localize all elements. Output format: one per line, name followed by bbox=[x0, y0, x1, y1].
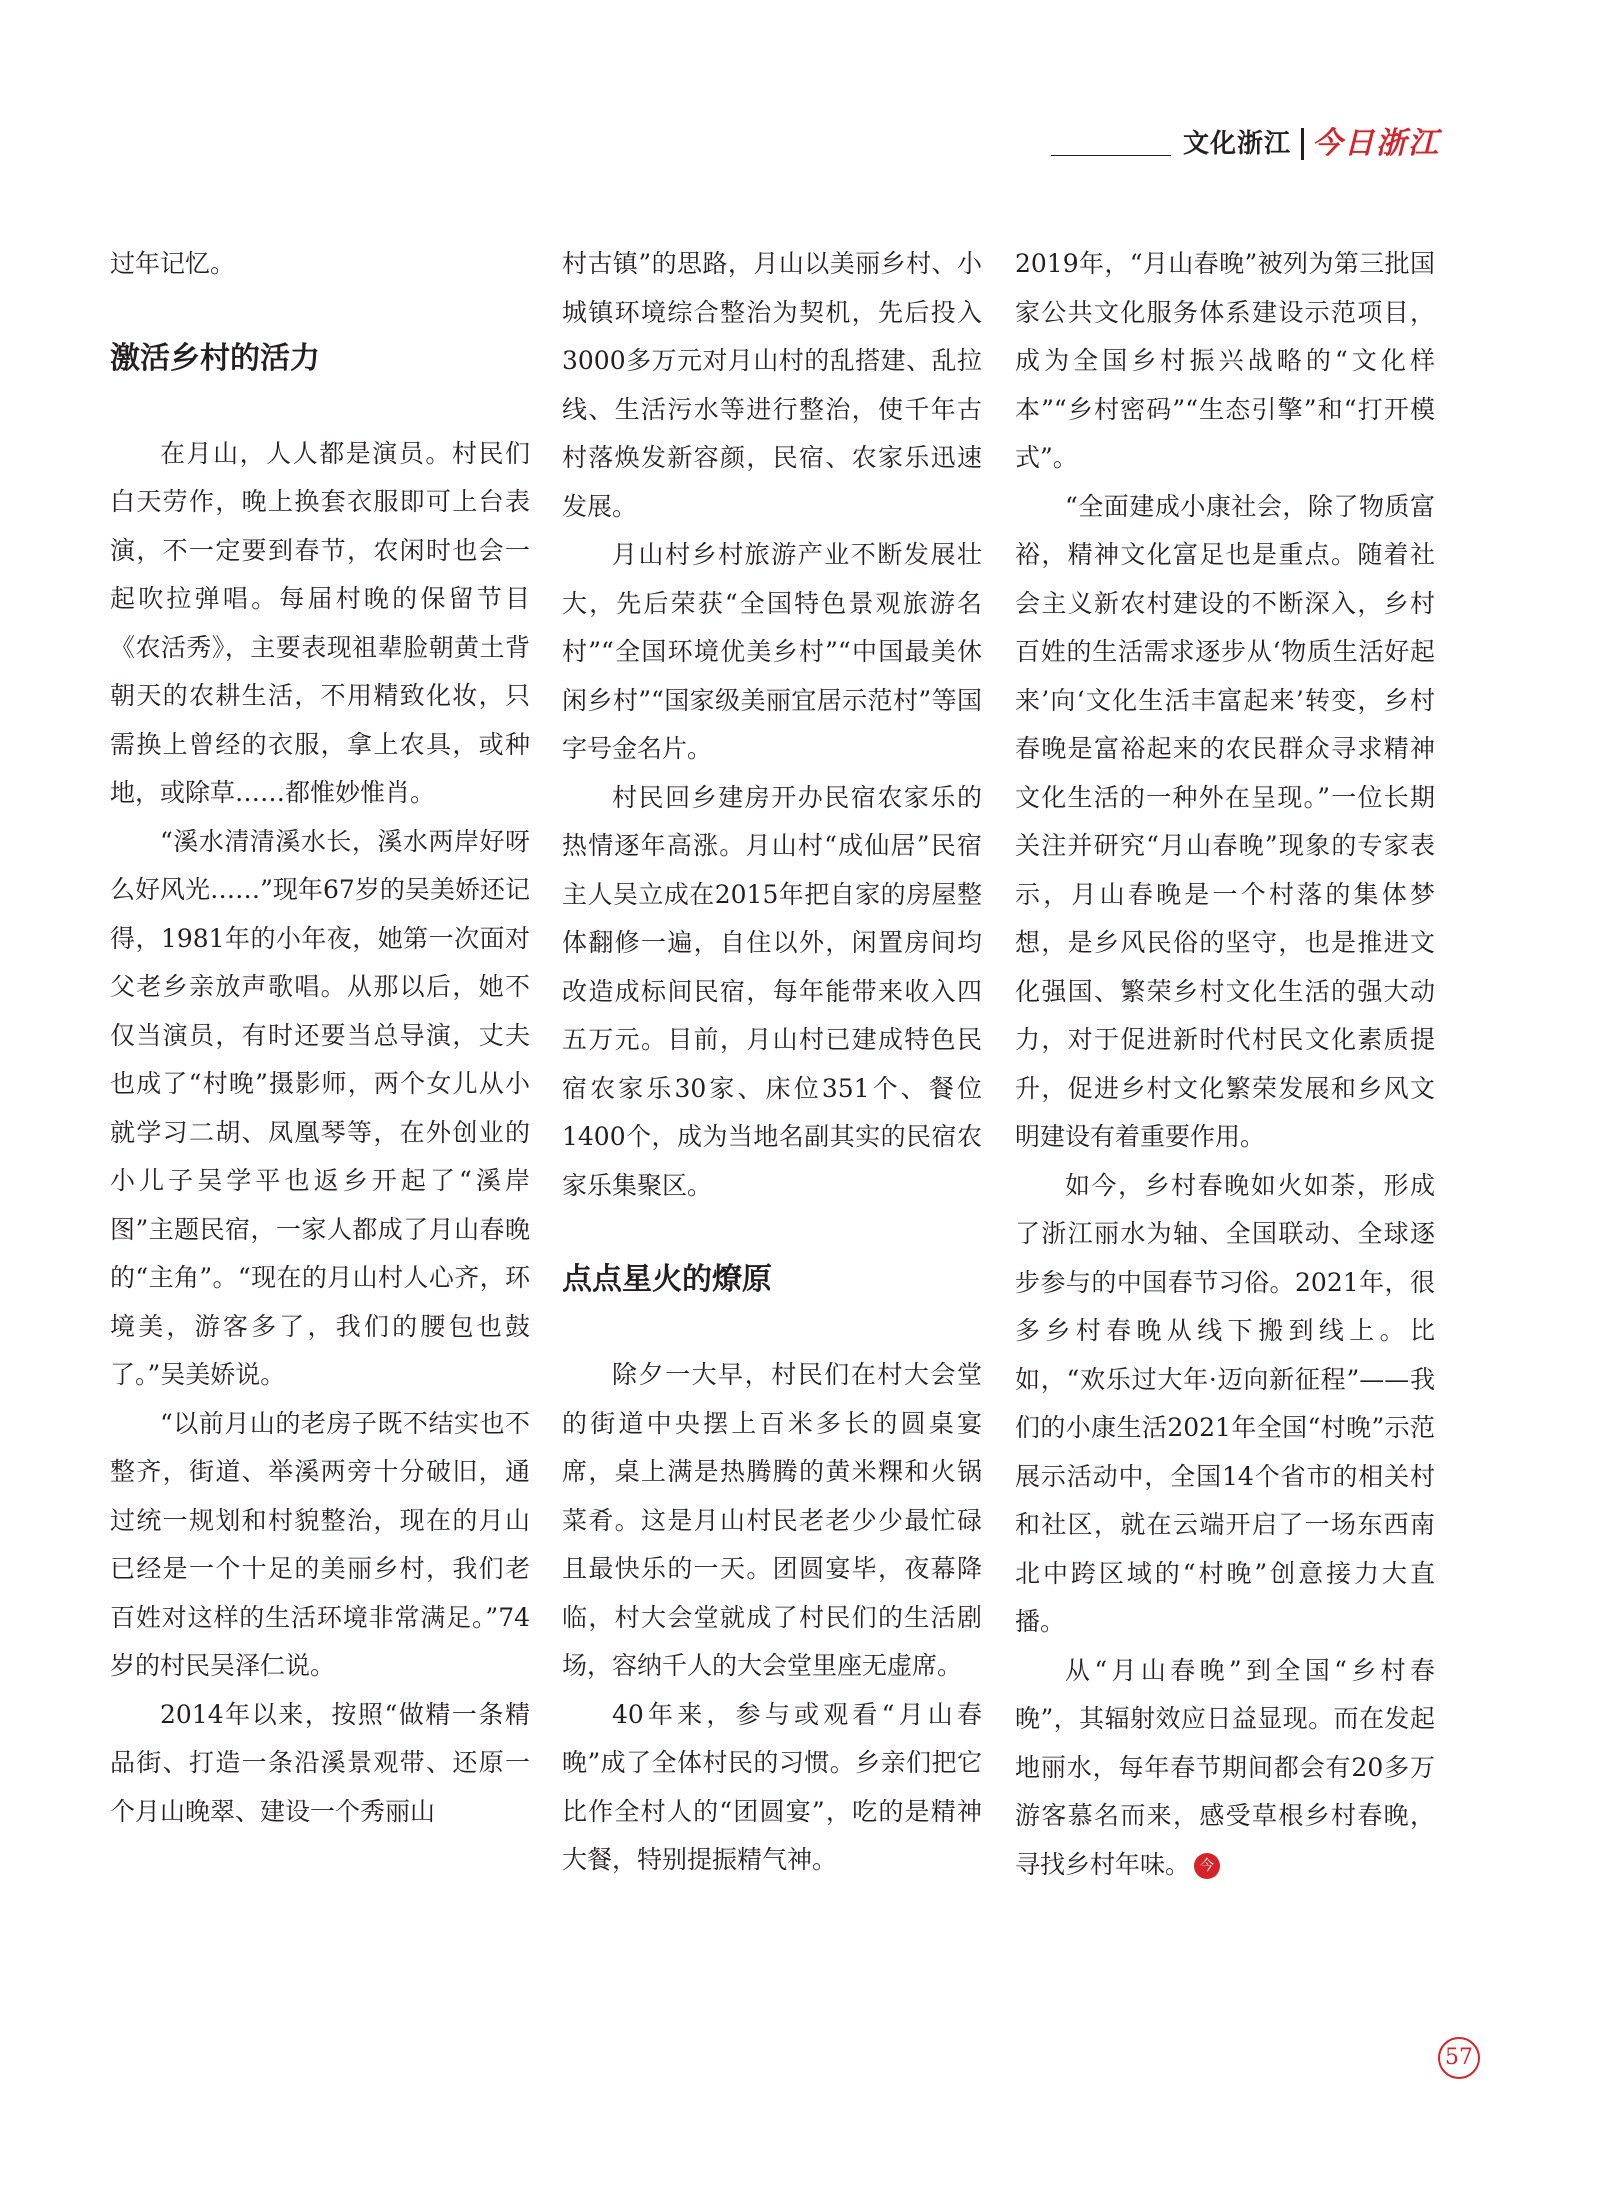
article-column-3 bbox=[1015, 240, 1435, 1889]
paragraph: 40年来，参与或观看“月山春晚”成了全体村民的习惯。乡亲们把它比作全村人的“团圆宴”，吃的是精神大餐，特别提振精气神。 bbox=[562, 1699, 982, 1874]
paragraph: 村古镇”的思路，月山以美丽乡村、小城镇环境综合整治为契机，先后投入3000多万元对月山村的乱搭建、乱拉线、生活污水等进行整治，使千年古村落焕发新容颜，民宿、农家乐迅速发展。 bbox=[562, 249, 982, 521]
article-column-2 bbox=[562, 240, 982, 1885]
page-number: 57 bbox=[1438, 2037, 1480, 2079]
article-column-1 bbox=[110, 240, 530, 1836]
paragraph: 除夕一大早，村民们在村大会堂的街道中央摆上百米多长的圆桌宴席，桌上满是热腾腾的黄米粿和火锅菜肴。这是月山村民老老少少最忙碌且最快乐的一天。团圆宴毕，夜幕降临，村大会堂就成了村民们的生活剧场，容纳千人的大会堂里座无虚席。 bbox=[562, 1360, 982, 1680]
paragraph: “溪水清清溪水长，溪水两岸好呀么好风光……”现年67岁的吴美娇还记得，1981年的小年夜，她第一次面对父老乡亲放声歌唱。从那以后，她不仅当演员，有时还要当总导演，丈夫也成了“村晚”摄影师，两个女儿从小就学习二胡、凤凰琴等，在外创业的小儿子吴学平也返乡开起了“溪岸图”主题民宿，一家人都成了月山春晚的“主角”。“现在的月山村人心齐，环境美，游客多了，我们的腰包也鼓了。”吴美娇说。 bbox=[110, 826, 530, 1389]
paragraph: 2014年以来，按照“做精一条精品街、打造一条沿溪景观带、还原一个月山晚翠、建设一个秀丽山 bbox=[110, 1699, 530, 1826]
header-divider bbox=[1301, 128, 1304, 160]
paragraph: 村民回乡建房开办民宿农家乐的热情逐年高涨。月山村“成仙居”民宿主人吴立成在2015年把自家的房屋整体翻修一遍，自住以外，闲置房间均改造成标间民宿，每年能带来收入四五万元。目前，月山村已建成特色民宿农家乐30家、床位351个、餐位1400个，成为当地名副其实的民宿农家乐集聚区。 bbox=[562, 782, 982, 1200]
paragraph: 如今，乡村春晚如火如荼，形成了浙江丽水为轴、全国联动、全球逐步参与的中国春节习俗。2021年，很多乡村春晚从线下搬到线上。比如，“欢乐过大年·迈向新征程”——我们的小康生活2021年全国“村晚”示范展示活动中，全国14个省市的相关村和社区，就在云端开启了一场东西南北中跨区域的“村晚”创意接力大直播。 bbox=[1015, 1170, 1435, 1636]
paragraph-text: 从“月山春晚”到全国“乡村春晚”，其辐射效应日益显现。而在发起地丽水，每年春节期间都会有20多万游客慕名而来，感受草根乡村春晚，寻找乡村年味。 bbox=[1015, 1655, 1435, 1879]
header-section-title: 文化浙江 bbox=[1182, 129, 1291, 159]
magazine-logo: 今日浙江 bbox=[1312, 126, 1440, 161]
paragraph-final bbox=[1015, 1647, 1435, 1890]
paragraph: “全面建成小康社会，除了物质富裕，精神文化富足也是重点。随着社会主义新农村建设的不断深入，乡村百姓的生活需求逐步从‘物质生活好起来’向‘文化生活丰富起来’转变，乡村春晚是富裕起来的农民群众寻求精神文化生活的一种外在呈现。”一位长期关注并研究“月山春晚”现象的专家表示，月山春晚是一个村落的集体梦想，是乡风民俗的坚守，也是推进文化强国、繁荣乡村文化生活的强大动力，对于促进新时代村民文化素质提升，促进乡村文化繁荣发展和乡风文明建设有着重要作用。 bbox=[1015, 491, 1435, 1151]
paragraph: 在月山，人人都是演员。村民们白天劳作，晚上换套衣服即可上台表演，不一定要到春节，农闲时也会一起吹拉弹唱。每届村晚的保留节目《农活秀》，主要表现祖辈脸朝黄土背朝天的农耕生活，不用精致化妆，只需换上曾经的衣服，拿上农具，或种地，或除草……都惟妙惟肖。 bbox=[110, 438, 530, 807]
article-end-mark-icon: 今 bbox=[1194, 1853, 1220, 1879]
page-header bbox=[1051, 120, 1440, 160]
header-rule bbox=[1051, 155, 1171, 156]
section-heading: 点点星火的燎原 bbox=[562, 1262, 772, 1297]
section-heading: 激活乡村的活力 bbox=[110, 340, 320, 376]
paragraph: 过年记忆。 bbox=[110, 249, 236, 278]
paragraph: 2019年，“月山春晚”被列为第三批国家公共文化服务体系建设示范项目，成为全国乡村振兴战略的“文化样本”“乡村密码”“生态引擎”和“打开模式”。 bbox=[1015, 249, 1435, 472]
paragraph: “以前月山的老房子既不结实也不整齐，街道、举溪两旁十分破旧，通过统一规划和村貌整治，现在的月山已经是一个十足的美丽乡村，我们老百姓对这样的生活环境非常满足。”74岁的村民吴泽仁说。 bbox=[110, 1408, 530, 1680]
paragraph: 月山村乡村旅游产业不断发展壮大，先后荣获“全国特色景观旅游名村”“全国环境优美乡村”“中国最美休闲乡村”“国家级美丽宜居示范村”等国字号金名片。 bbox=[562, 540, 982, 763]
